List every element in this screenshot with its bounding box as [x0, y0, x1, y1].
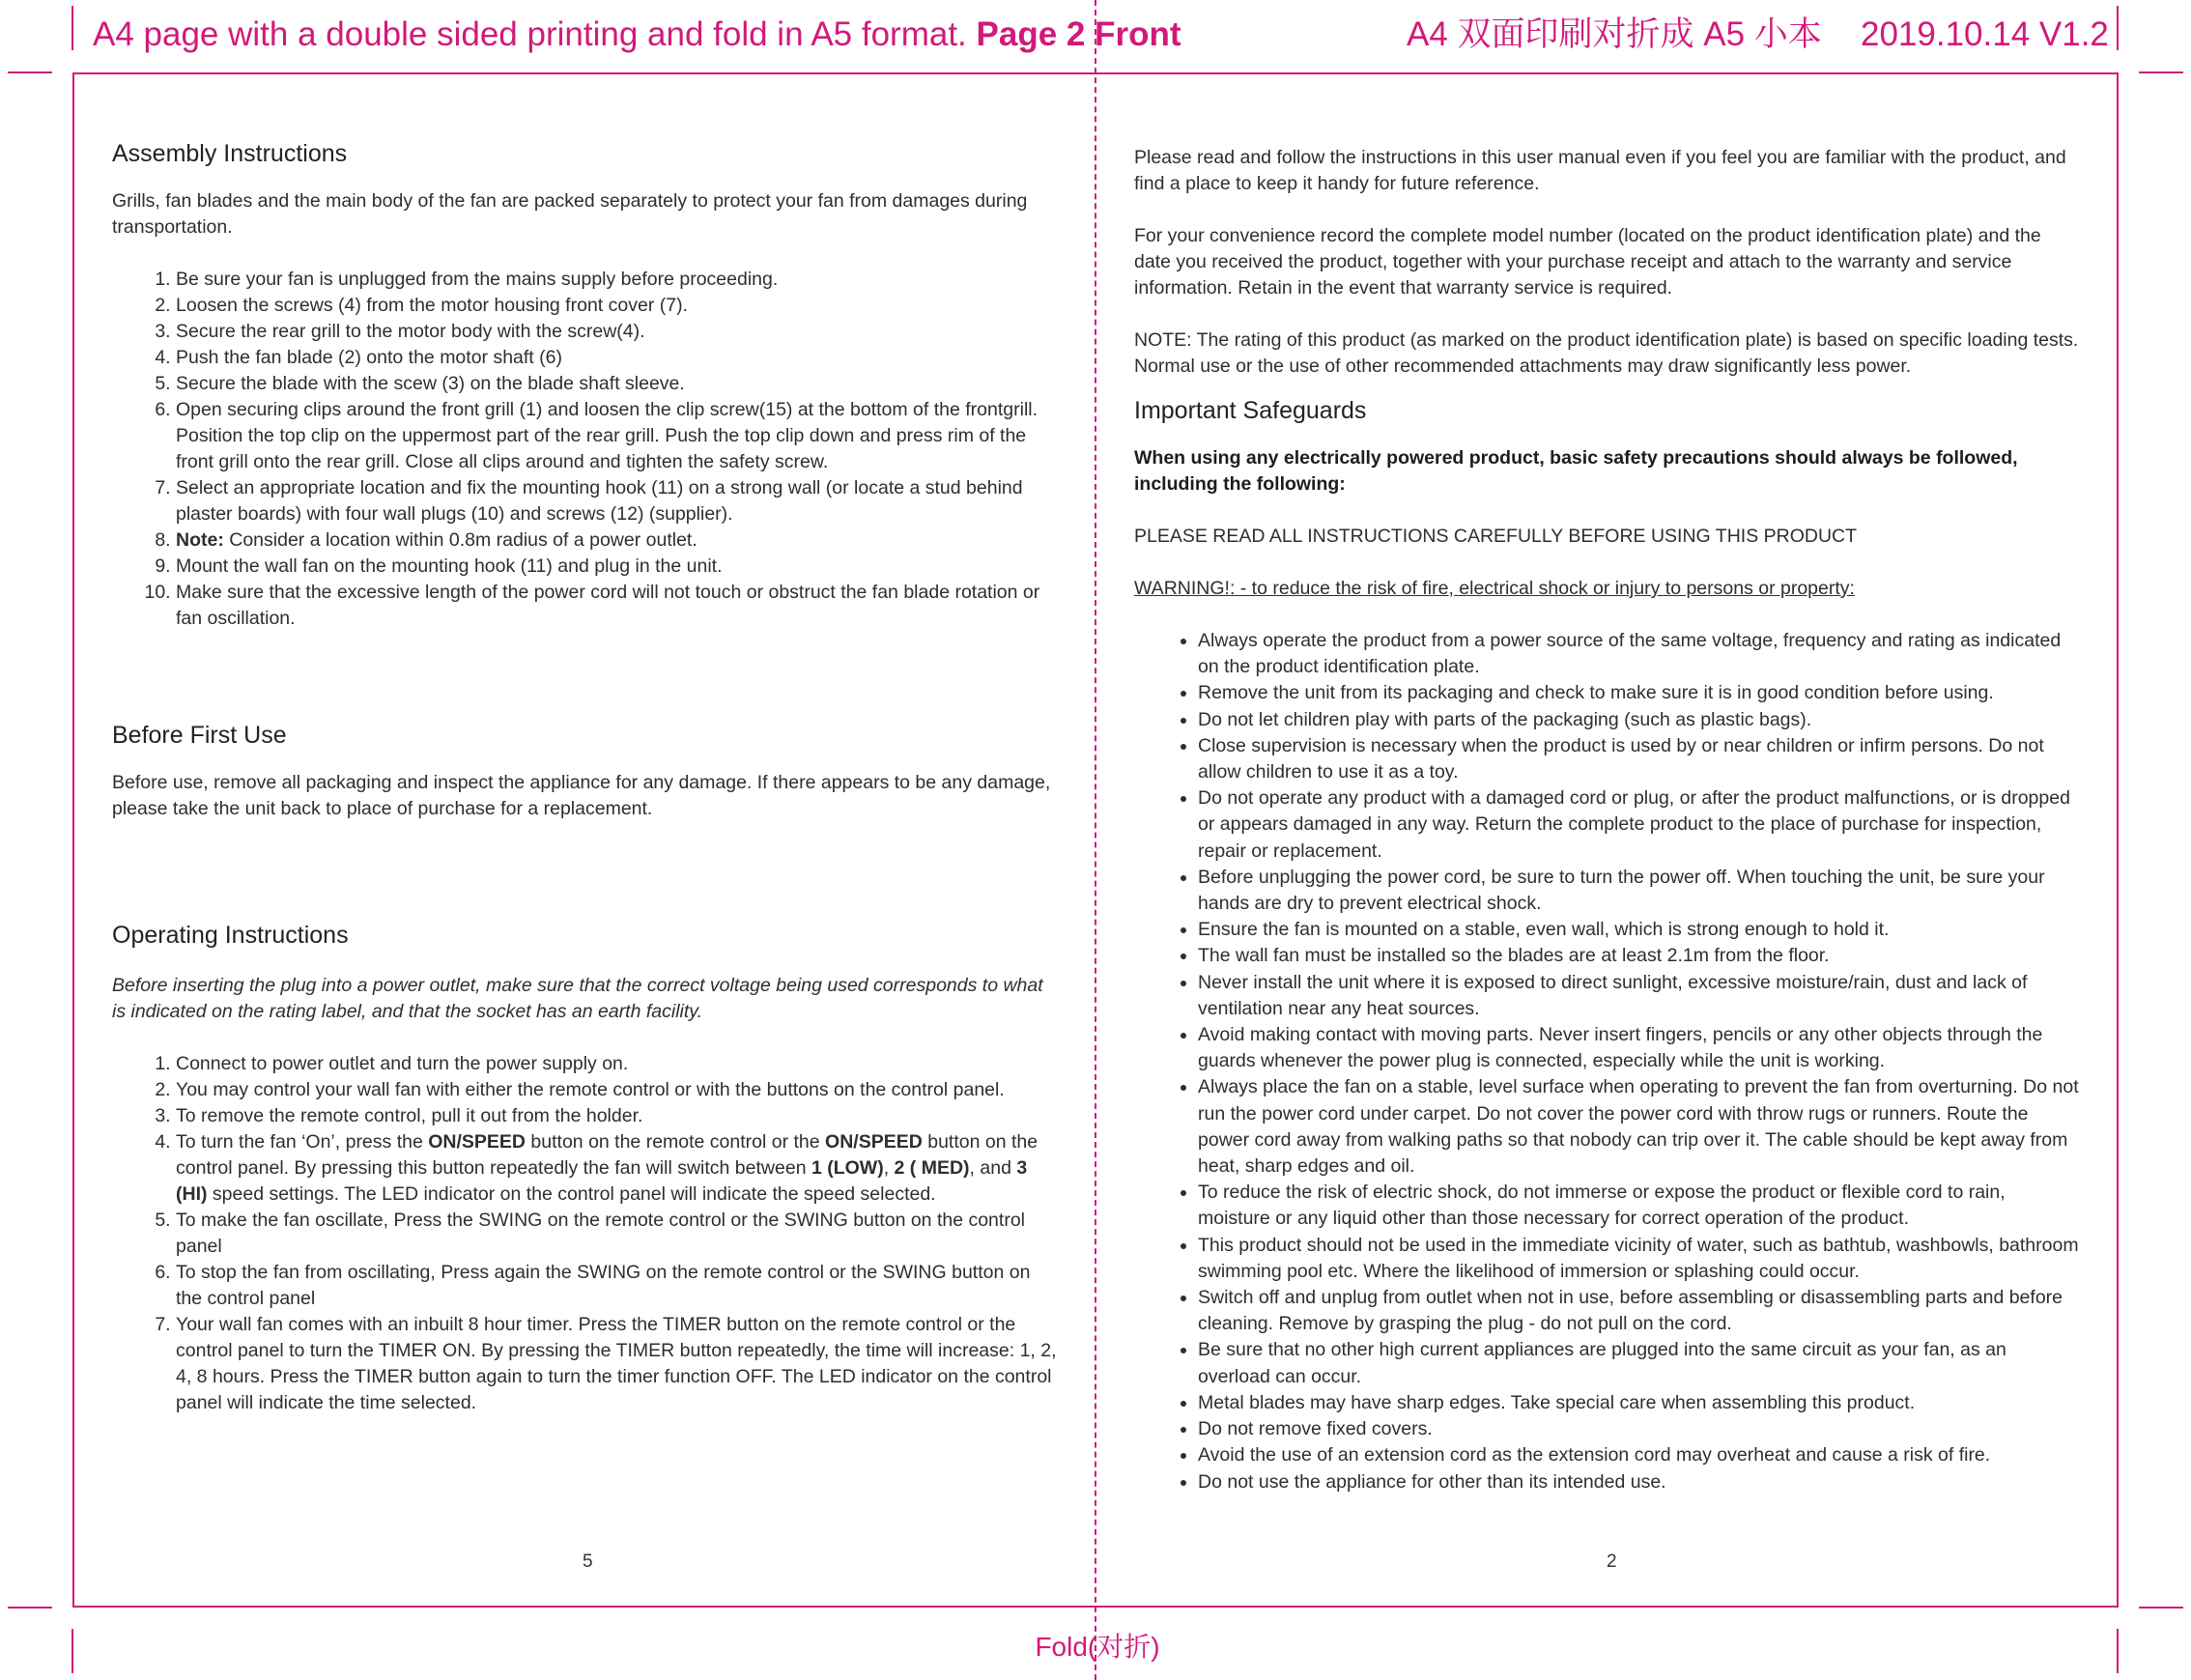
- safeguards-title: Important Safeguards: [1134, 397, 1367, 424]
- note-label: Note:: [176, 529, 224, 551]
- crop-mark: [71, 1629, 73, 1673]
- list-item: 4. Push the fan blade (2) onto the motor shaft (6): [176, 345, 1059, 371]
- crop-mark: [8, 1607, 52, 1609]
- list-item: • Ensure the fan is mounted on a stable, even wall, which is strong enough to hold it.: [1198, 917, 2081, 943]
- assembly-steps: [112, 267, 1059, 632]
- header-version: 2019.10.14 V1.2: [1861, 15, 2109, 53]
- safeguards-intro: When using any electrically powered product, basic safety precautions should always be followed, including the following:: [1134, 447, 2018, 495]
- header-right-rule: [2117, 6, 2119, 50]
- list-item: • Avoid the use of an extension cord as the extension cord may overheat and cause a risk of fire.: [1198, 1442, 2081, 1468]
- list-item: • Never install the unit where it is exposed to direct sunlight, excessive moisture/rain, dust and lack of ventilation near any heat sources.: [1198, 970, 2081, 1022]
- list-item: 6. Open securing clips around the front grill (1) and loosen the clip screw(15) at the bottom of the frontgrill. Position the top clip on the uppermost part of the rear grill. Push the top clip down and press rim of the front grill onto the rear grill. Close all clips around and tighten the safety screw.: [176, 397, 1059, 475]
- list-item: [176, 527, 1059, 554]
- list-item: • Before unplugging the power cord, be sure to turn the power off. When touching the unit, be sure your hands are dry to prevent electrical shock.: [1198, 865, 2081, 917]
- list-item: • Do not let children play with parts of the packaging (such as plastic bags).: [1198, 707, 2081, 733]
- list-item: • Remove the unit from its packaging and check to make sure it is in good condition before using.: [1198, 680, 2081, 706]
- left-page: [112, 137, 1059, 1416]
- note-paragraph: NOTE: The rating of this product (as marked on the product identification plate) is based on specific loading tests. Normal use or the use of other recommended attachments may draw significantly less power.: [1134, 329, 2079, 377]
- list-item: • This product should not be used in the immediate vicinity of water, such as bathtub, washbowls, bathroom swimming pool etc. Where the likelihood of immersion or splashing could occur.: [1198, 1233, 2081, 1285]
- right-page: [1134, 137, 2081, 1495]
- list-item: 6. To stop the fan from oscillating, Press again the SWING on the remote control or the SWING button on the control panel: [176, 1260, 1059, 1312]
- list-item: 7. Your wall fan comes with an inbuilt 8 hour timer. Press the TIMER button on the remote control or the control panel to turn the TIMER ON. By pressing the TIMER button repeatedly, the time will increase: 1, 2, 4, 8 hours. Press the TIMER button again to turn the timer function OFF. The LED indicator on the control panel will indicate the time selected.: [176, 1312, 1059, 1416]
- list-item: 1. Connect to power outlet and turn the power supply on.: [176, 1051, 1059, 1077]
- list-item: 10. Make sure that the excessive length of the power cord will not touch or obstruct the fan blade rotation or fan oscillation.: [176, 580, 1059, 632]
- crop-mark: [2139, 1607, 2183, 1609]
- list-item: • Do not remove fixed covers.: [1198, 1416, 2081, 1442]
- operating-title: Operating Instructions: [112, 922, 349, 949]
- list-item: • The wall fan must be installed so the blades are at least 2.1m from the floor.: [1198, 943, 2081, 969]
- crop-mark: [2139, 71, 2183, 73]
- assembly-title: Assembly Instructions: [112, 140, 348, 167]
- list-item: • Always operate the product from a power source of the same voltage, frequency and rating as indicated on the product identification plate.: [1198, 628, 2081, 680]
- please-read: PLEASE READ ALL INSTRUCTIONS CAREFULLY BEFORE USING THIS PRODUCT: [1134, 526, 1858, 547]
- list-item: 3. Secure the rear grill to the motor body with the screw(4).: [176, 319, 1059, 345]
- list-item: 9. Mount the wall fan on the mounting hook (11) and plug in the unit.: [176, 554, 1059, 580]
- list-item: 4. To turn the fan ‘On’, press the ON/SPEED button on the remote control or the ON/SPEED button on the control panel. By pressing this button repeatedly the fan will switch between 1 (LOW), 2 ( MED), and 3 (HI) speed settings. The LED indicator on the control panel will indicate the speed selected.: [176, 1129, 1059, 1208]
- list-item: • Metal blades may have sharp edges. Take special care when assembling this product.: [1198, 1390, 2081, 1416]
- list-item: • Be sure that no other high current appliances are plugged into the same circuit as your fan, as an overload can occur.: [1198, 1337, 2081, 1389]
- list-item: • To reduce the risk of electric shock, do not immerse or expose the product or flexible cord to rain, moisture or any liquid other than those necessary for correct operation of the product.: [1198, 1180, 2081, 1232]
- assembly-intro: Grills, fan blades and the main body of the fan are packed separately to protect your fan from damages during transportation.: [112, 190, 1028, 238]
- record-paragraph: For your convenience record the complete model number (located on the product identification plate) and the date you received the product, together with your purchase receipt and attach to the warranty and service information. Retain in the event that warranty service is required.: [1134, 225, 2041, 299]
- fold-label: Fold(对折): [1035, 1632, 1160, 1662]
- header-chinese-title: A4 双面印刷对折成 A5 小本: [1407, 15, 1822, 53]
- list-item: • Do not use the appliance for other than its intended use.: [1198, 1469, 2081, 1495]
- list-item: • Do not operate any product with a damaged cord or plug, or after the product malfunctions, or is dropped or appears damaged in any way. Return the complete product to the place of purchase for inspection, repair or replacement.: [1198, 785, 2081, 865]
- header-title: A4 page with a double sided printing and fold in A5 format. Page 2 Front: [93, 15, 1181, 53]
- crop-mark: [8, 71, 52, 73]
- list-item: 2. You may control your wall fan with either the remote control or with the buttons on the control panel.: [176, 1077, 1059, 1103]
- header-page-label: Page 2 Front: [976, 15, 1181, 53]
- operating-intro: Before inserting the plug into a power outlet, make sure that the correct voltage being used corresponds to what is indicated on the rating label, and that the socket has an earth facility.: [112, 975, 1043, 1022]
- list-item: 5. Secure the blade with the scew (3) on the blade shaft sleeve.: [176, 371, 1059, 397]
- right-page-number: 2: [1607, 1552, 1617, 1572]
- left-page-number: 5: [583, 1552, 593, 1572]
- safeguards-list: [1134, 628, 2081, 1495]
- list-item: 1. Be sure your fan is unplugged from the mains supply before proceeding.: [176, 267, 1059, 293]
- fold-line: [1095, 0, 1096, 1680]
- list-item: 3. To remove the remote control, pull it out from the holder.: [176, 1103, 1059, 1129]
- list-item: • Switch off and unplug from outlet when not in use, before assembling or disassembling parts and before cleaning. Remove by grasping the plug - do not pull on the cord.: [1198, 1285, 2081, 1337]
- intro-paragraph: Please read and follow the instructions in this user manual even if you feel you are familiar with the product, and find a place to keep it handy for future reference.: [1134, 147, 2066, 194]
- note-text: Consider a location within 0.8m radius of a power outlet.: [229, 529, 697, 551]
- list-item: 5. To make the fan oscillate, Press the SWING on the remote control or the SWING button on the control panel: [176, 1208, 1059, 1260]
- list-item: • Always place the fan on a stable, level surface when operating to prevent the fan from overturning. Do not run the power cord under carpet. Do not cover the power cord with throw rugs or runners. Route the power cord away from walking paths so that nobody can trip over it. The cable should be kept away from heat, sharp edges and oil.: [1198, 1074, 2081, 1180]
- list-item: 2. Loosen the screws (4) from the motor housing front cover (7).: [176, 293, 1059, 319]
- before-first-use-text: Before use, remove all packaging and inspect the appliance for any damage. If there appears to be any damage, please take the unit back to place of purchase for a replacement.: [112, 772, 1051, 819]
- list-item: • Close supervision is necessary when the product is used by or near children or infirm persons. Do not allow children to use it as a toy.: [1198, 733, 2081, 785]
- before-first-use-title: Before First Use: [112, 722, 287, 749]
- list-item: 7. Select an appropriate location and fix the mounting hook (11) on a strong wall (or locate a stud behind plaster boards) with four wall plugs (10) and screws (12) (supplier).: [176, 475, 1059, 527]
- list-item: • Avoid making contact with moving parts. Never insert fingers, pencils or any other objects through the guards whenever the power plug is connected, especially while the unit is working.: [1198, 1022, 2081, 1074]
- warning-text: WARNING!: - to reduce the risk of fire, electrical shock or injury to persons or property:: [1134, 578, 1855, 599]
- operating-steps: [112, 1051, 1059, 1416]
- header-left-rule: [71, 6, 73, 50]
- crop-mark: [2117, 1629, 2119, 1673]
